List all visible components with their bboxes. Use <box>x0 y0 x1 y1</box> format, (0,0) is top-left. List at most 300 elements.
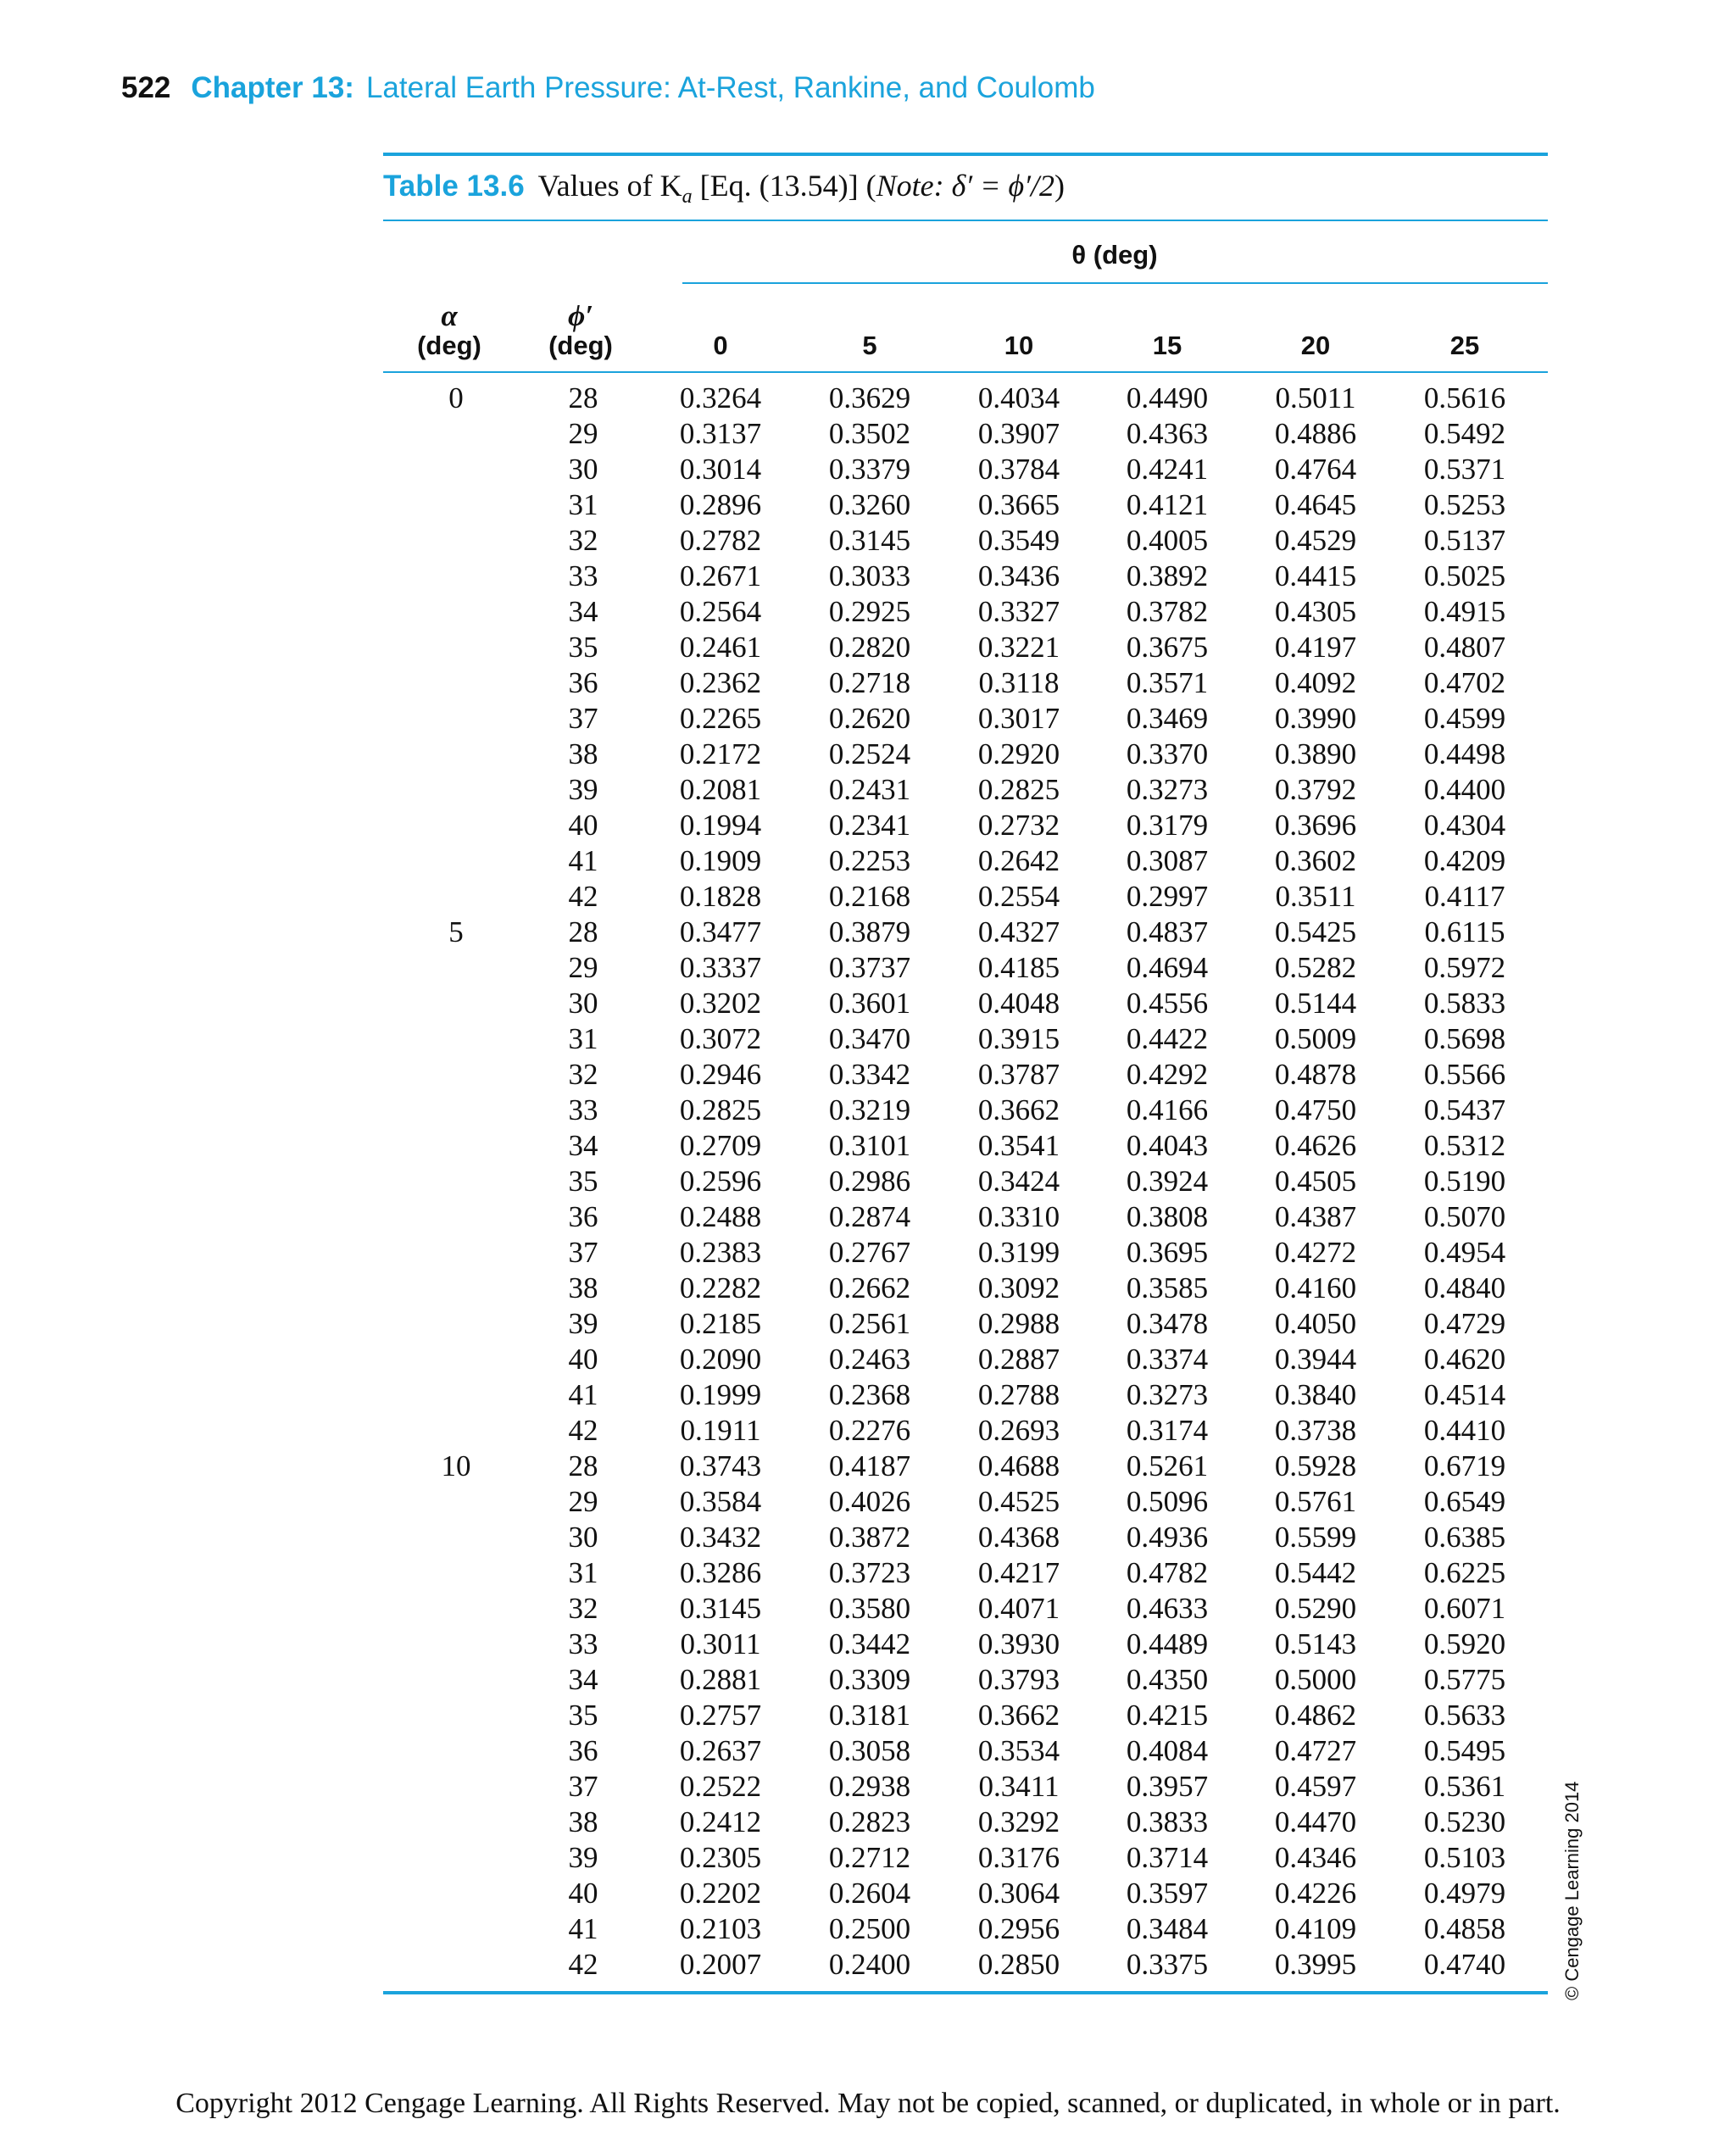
table-row <box>383 1662 1548 1698</box>
ka-value-cell: 0.2920 <box>977 737 1060 770</box>
ka-value-cell: 0.4050 <box>1274 1307 1357 1340</box>
side-credit: © Cengage Learning 2014 <box>1561 1781 1583 2000</box>
theta-column-header: 15 <box>1152 331 1182 360</box>
ka-value-cell: 0.3696 <box>1274 809 1357 842</box>
table-row <box>383 1377 1548 1413</box>
table-row <box>383 1235 1548 1271</box>
ka-value-cell: 0.2662 <box>828 1271 911 1304</box>
ka-value-cell: 0.2881 <box>679 1663 762 1696</box>
ka-value-cell: 0.2709 <box>679 1129 762 1162</box>
table-row <box>383 915 1548 950</box>
ka-value-cell: 0.1999 <box>679 1378 762 1411</box>
ka-value-cell: 0.4092 <box>1274 666 1357 699</box>
ka-value-cell: 0.4645 <box>1274 488 1357 521</box>
ka-value-cell: 0.3602 <box>1274 844 1357 877</box>
ka-value-cell: 0.5137 <box>1423 524 1506 557</box>
phi-cell: 32 <box>568 1592 598 1625</box>
phi-cell: 35 <box>568 631 598 664</box>
ka-value-cell: 0.3375 <box>1126 1948 1209 1981</box>
ka-value-cell: 0.3424 <box>977 1165 1060 1198</box>
ka-value-cell: 0.3374 <box>1126 1343 1209 1376</box>
ka-value-cell: 0.2461 <box>679 631 762 664</box>
ka-value-cell: 0.2007 <box>679 1948 762 1981</box>
ka-value-cell: 0.2524 <box>828 737 911 770</box>
table-row <box>383 701 1548 737</box>
ka-value-cell: 0.2988 <box>977 1307 1060 1340</box>
ka-value-cell: 0.3930 <box>977 1627 1060 1660</box>
table-row <box>383 737 1548 772</box>
phi-cell: 34 <box>568 1663 598 1696</box>
ka-value-cell: 0.5442 <box>1274 1556 1357 1589</box>
caption-rule <box>383 220 1548 221</box>
ka-value-cell: 0.5009 <box>1274 1022 1357 1055</box>
phi-cell: 29 <box>568 951 598 984</box>
ka-value-cell: 0.2500 <box>828 1912 911 1945</box>
ka-value-cell: 0.2368 <box>828 1378 911 1411</box>
phi-symbol: ϕ′ <box>567 299 594 332</box>
phi-cell: 37 <box>568 1236 598 1269</box>
ka-value-cell: 0.4782 <box>1126 1556 1209 1589</box>
ka-value-cell: 0.3014 <box>679 453 762 486</box>
ka-value-cell: 0.5253 <box>1423 488 1506 521</box>
caption-subscript: a <box>682 186 693 209</box>
phi-cell: 38 <box>568 1271 598 1304</box>
table-caption <box>383 168 1065 209</box>
ka-value-cell: 0.5492 <box>1423 417 1506 450</box>
ka-value-cell: 0.4597 <box>1274 1770 1357 1803</box>
ka-value-cell: 0.2081 <box>679 773 762 806</box>
ka-value-cell: 0.6385 <box>1423 1521 1506 1554</box>
phi-cell: 36 <box>568 1200 598 1233</box>
ka-value-cell: 0.4525 <box>977 1485 1060 1518</box>
copyright-footer: Copyright 2012 Cengage Learning. All Rights Reserved. May not be copied, scanned, or duplicated, in whole or in part. <box>175 2088 1561 2119</box>
table-row <box>383 1057 1548 1093</box>
ka-value-cell: 0.3879 <box>828 915 911 948</box>
ka-value-cell: 0.3907 <box>977 417 1060 450</box>
ka-value-cell: 0.5312 <box>1423 1129 1506 1162</box>
ka-value-cell: 0.2732 <box>977 809 1060 842</box>
ka-value-cell: 0.3597 <box>1126 1877 1209 1910</box>
ka-value-cell: 0.5371 <box>1423 453 1506 486</box>
ka-value-cell: 0.4727 <box>1274 1734 1357 1767</box>
chapter-label: Chapter 13: <box>191 71 354 104</box>
ka-value-cell: 0.2820 <box>828 631 911 664</box>
phi-cell: 28 <box>568 1449 598 1482</box>
ka-value-cell: 0.5290 <box>1274 1592 1357 1625</box>
ka-value-cell: 0.3833 <box>1126 1805 1209 1838</box>
ka-value-cell: 0.2997 <box>1126 880 1209 913</box>
ka-value-cell: 0.4807 <box>1423 631 1506 664</box>
ka-value-cell: 0.4979 <box>1423 1877 1506 1910</box>
ka-value-cell: 0.4764 <box>1274 453 1357 486</box>
ka-value-cell: 0.4514 <box>1423 1378 1506 1411</box>
ka-value-cell: 0.4840 <box>1423 1271 1506 1304</box>
ka-value-cell: 0.2850 <box>977 1948 1060 1981</box>
ka-value-cell: 0.3309 <box>828 1663 911 1696</box>
ka-value-cell: 0.2305 <box>679 1841 762 1874</box>
phi-cell: 37 <box>568 1770 598 1803</box>
phi-cell: 42 <box>568 1948 598 1981</box>
ka-value-cell: 0.3924 <box>1126 1165 1209 1198</box>
ka-value-cell: 0.5616 <box>1423 381 1506 414</box>
ka-value-cell: 0.3072 <box>679 1022 762 1055</box>
ka-value-cell: 0.3675 <box>1126 631 1209 664</box>
ka-value-cell: 0.3787 <box>977 1058 1060 1091</box>
phi-cell: 31 <box>568 488 598 521</box>
table-row <box>383 1413 1548 1449</box>
ka-value-cell: 0.4415 <box>1274 559 1357 592</box>
ka-value-cell: 0.1994 <box>679 809 762 842</box>
ka-value-cell: 0.3337 <box>679 951 762 984</box>
ka-value-cell: 0.2090 <box>679 1343 762 1376</box>
ka-value-cell: 0.2986 <box>828 1165 911 1198</box>
ka-value-cell: 0.6225 <box>1423 1556 1506 1589</box>
phi-cell: 42 <box>568 880 598 913</box>
ka-value-cell: 0.5282 <box>1274 951 1357 984</box>
ka-value-cell: 0.3286 <box>679 1556 762 1589</box>
phi-cell: 38 <box>568 1805 598 1838</box>
ka-value-cell: 0.2693 <box>977 1414 1060 1447</box>
ka-value-cell: 0.3662 <box>977 1093 1060 1126</box>
phi-cell: 32 <box>568 524 598 557</box>
ka-value-cell: 0.2718 <box>828 666 911 699</box>
ka-value-cell: 0.3484 <box>1126 1912 1209 1945</box>
ka-value-cell: 0.3793 <box>977 1663 1060 1696</box>
ka-value-cell: 0.3137 <box>679 417 762 450</box>
ka-value-cell: 0.2431 <box>828 773 911 806</box>
ka-value-cell: 0.2383 <box>679 1236 762 1269</box>
ka-value-cell: 0.2341 <box>828 809 911 842</box>
phi-cell: 29 <box>568 1485 598 1518</box>
table-row <box>383 1591 1548 1627</box>
table-row <box>383 594 1548 630</box>
theta-column-header: 10 <box>1004 331 1034 360</box>
phi-cell: 30 <box>568 1521 598 1554</box>
ka-value-cell: 0.4185 <box>977 951 1060 984</box>
ka-value-cell: 0.4387 <box>1274 1200 1357 1233</box>
ka-value-cell: 0.3469 <box>1126 702 1209 735</box>
ka-value-cell: 0.2172 <box>679 737 762 770</box>
table-row <box>383 1342 1548 1377</box>
table-label: Table 13.6 <box>383 170 525 203</box>
ka-value-cell: 0.3784 <box>977 453 1060 486</box>
ka-value-cell: 0.2604 <box>828 1877 911 1910</box>
ka-value-cell: 0.2564 <box>679 595 762 628</box>
phi-cell: 41 <box>568 844 598 877</box>
ka-value-cell: 0.4043 <box>1126 1129 1209 1162</box>
ka-value-cell: 0.5011 <box>1275 381 1356 414</box>
phi-cell: 29 <box>568 417 598 450</box>
ka-value-cell: 0.2823 <box>828 1805 911 1838</box>
ka-value-cell: 0.4694 <box>1126 951 1209 984</box>
table-row <box>383 879 1548 915</box>
ka-value-cell: 0.4350 <box>1126 1663 1209 1696</box>
table-row <box>383 1911 1548 1947</box>
phi-cell: 39 <box>568 1841 598 1874</box>
ka-value-cell: 0.3058 <box>828 1734 911 1767</box>
ka-value-cell: 0.6549 <box>1423 1485 1506 1518</box>
table-row <box>383 1271 1548 1306</box>
ka-value-cell: 0.3944 <box>1274 1343 1357 1376</box>
phi-cell: 35 <box>568 1699 598 1732</box>
ka-value-cell: 0.3101 <box>828 1129 911 1162</box>
ka-value-cell: 0.4489 <box>1126 1627 1209 1660</box>
ka-value-cell: 0.3502 <box>828 417 911 450</box>
ka-value-cell: 0.4626 <box>1274 1129 1357 1162</box>
ka-value-cell: 0.4166 <box>1126 1093 1209 1126</box>
phi-cell: 39 <box>568 1307 598 1340</box>
ka-value-cell: 0.2463 <box>828 1343 911 1376</box>
table-row <box>383 1093 1548 1128</box>
ka-value-cell: 0.4304 <box>1423 809 1506 842</box>
ka-value-cell: 0.4470 <box>1274 1805 1357 1838</box>
ka-value-cell: 0.4346 <box>1274 1841 1357 1874</box>
ka-value-cell: 0.3176 <box>977 1841 1060 1874</box>
ka-value-cell: 0.3665 <box>977 488 1060 521</box>
phi-cell: 35 <box>568 1165 598 1198</box>
ka-value-cell: 0.2946 <box>679 1058 762 1091</box>
ka-value-cell: 0.3145 <box>679 1592 762 1625</box>
ka-value-cell: 0.3179 <box>1126 809 1209 842</box>
theta-column-header: 0 <box>713 331 728 360</box>
ka-value-cell: 0.3033 <box>828 559 911 592</box>
ka-value-cell: 0.5425 <box>1274 915 1357 948</box>
ka-value-cell: 0.5928 <box>1274 1449 1357 1482</box>
table-row <box>383 523 1548 559</box>
ka-value-cell: 0.2956 <box>977 1912 1060 1945</box>
table-row <box>383 843 1548 879</box>
ka-value-cell: 0.4363 <box>1126 417 1209 450</box>
ka-value-cell: 0.3064 <box>977 1877 1060 1910</box>
ka-value-cell: 0.5495 <box>1423 1734 1506 1767</box>
ka-value-cell: 0.2712 <box>828 1841 911 1874</box>
phi-cell: 34 <box>568 1129 598 1162</box>
ka-value-cell: 0.3872 <box>828 1521 911 1554</box>
table-row <box>383 1733 1548 1769</box>
ka-value-cell: 0.4272 <box>1274 1236 1357 1269</box>
ka-value-cell: 0.2412 <box>679 1805 762 1838</box>
ka-value-cell: 0.4241 <box>1126 453 1209 486</box>
ka-value-cell: 0.4954 <box>1423 1236 1506 1269</box>
phi-cell: 40 <box>568 1343 598 1376</box>
ka-value-cell: 0.3840 <box>1274 1378 1357 1411</box>
ka-value-cell: 0.4556 <box>1126 987 1209 1020</box>
ka-value-cell: 0.3011 <box>680 1627 761 1660</box>
ka-value-cell: 0.1911 <box>680 1414 761 1447</box>
ka-value-cell: 0.2671 <box>679 559 762 592</box>
ka-value-cell: 0.4368 <box>977 1521 1060 1554</box>
ka-value-cell: 0.3292 <box>977 1805 1060 1838</box>
table-row <box>383 986 1548 1021</box>
table-row <box>383 1128 1548 1164</box>
table-row <box>383 1769 1548 1805</box>
phi-cell: 31 <box>568 1556 598 1589</box>
ka-value-cell: 0.3549 <box>977 524 1060 557</box>
ka-value-cell: 0.4422 <box>1126 1022 1209 1055</box>
ka-value-cell: 0.2620 <box>828 702 911 735</box>
ka-value-cell: 0.4688 <box>977 1449 1060 1482</box>
ka-value-cell: 0.4197 <box>1274 631 1357 664</box>
phi-cell: 30 <box>568 453 598 486</box>
ka-value-cell: 0.3737 <box>828 951 911 984</box>
table-row <box>383 772 1548 808</box>
ka-value-cell: 0.5698 <box>1423 1022 1506 1055</box>
ka-value-cell: 0.1828 <box>679 880 762 913</box>
phi-cell: 37 <box>568 702 598 735</box>
ka-value-cell: 0.3145 <box>828 524 911 557</box>
ka-value-cell: 0.4498 <box>1423 737 1506 770</box>
ka-value-cell: 0.2896 <box>679 488 762 521</box>
theta-column-header: 5 <box>862 331 877 360</box>
ka-value-cell: 0.2767 <box>828 1236 911 1269</box>
ka-value-cell: 0.2938 <box>828 1770 911 1803</box>
table-body <box>383 381 1548 1983</box>
ka-value-cell: 0.2522 <box>679 1770 762 1803</box>
ka-value-cell: 0.3892 <box>1126 559 1209 592</box>
phi-cell: 36 <box>568 666 598 699</box>
ka-value-cell: 0.2596 <box>679 1165 762 1198</box>
ka-value-cell: 0.4936 <box>1126 1521 1209 1554</box>
ka-value-cell: 0.2561 <box>828 1307 911 1340</box>
phi-cell: 31 <box>568 1022 598 1055</box>
ka-value-cell: 0.3957 <box>1126 1770 1209 1803</box>
table-row <box>383 1520 1548 1555</box>
ka-value-cell: 0.5190 <box>1423 1165 1506 1198</box>
ka-value-cell: 0.4292 <box>1126 1058 1209 1091</box>
ka-value-cell: 0.4633 <box>1126 1592 1209 1625</box>
ka-value-cell: 0.4034 <box>977 381 1060 414</box>
phi-cell: 34 <box>568 595 598 628</box>
ka-value-cell: 0.3995 <box>1274 1948 1357 1981</box>
phi-cell: 33 <box>568 559 598 592</box>
alpha-symbol: α <box>441 299 458 332</box>
table-row <box>383 381 1548 416</box>
ka-value-cell: 0.3264 <box>679 381 762 414</box>
ka-value-cell: 0.3181 <box>828 1699 911 1732</box>
table-row <box>383 1698 1548 1733</box>
ka-value-cell: 0.2265 <box>679 702 762 735</box>
ka-value-cell: 0.3601 <box>828 987 911 1020</box>
ka-value-cell: 0.4837 <box>1126 915 1209 948</box>
ka-value-cell: 0.3629 <box>828 381 911 414</box>
ka-value-cell: 0.4599 <box>1423 702 1506 735</box>
ka-value-cell: 0.2168 <box>828 880 911 913</box>
ka-value-cell: 0.4226 <box>1274 1877 1357 1910</box>
ka-value-cell: 0.6071 <box>1423 1592 1506 1625</box>
ka-value-cell: 0.3662 <box>977 1699 1060 1732</box>
ka-value-cell: 0.2782 <box>679 524 762 557</box>
table-row <box>383 1021 1548 1057</box>
caption-note-word: Note: <box>876 169 944 203</box>
ka-value-cell: 0.5230 <box>1423 1805 1506 1838</box>
ka-value-cell: 0.5143 <box>1274 1627 1357 1660</box>
table-row <box>383 1484 1548 1520</box>
ka-value-cell: 0.4862 <box>1274 1699 1357 1732</box>
table-row <box>383 416 1548 452</box>
ka-value-cell: 0.3260 <box>828 488 911 521</box>
ka-value-cell: 0.3379 <box>828 453 911 486</box>
phi-cell: 40 <box>568 1877 598 1910</box>
ka-value-cell: 0.4084 <box>1126 1734 1209 1767</box>
ka-value-cell: 0.4048 <box>977 987 1060 1020</box>
ka-value-cell: 0.3541 <box>977 1129 1060 1162</box>
table-row <box>383 1627 1548 1662</box>
table-row <box>383 1805 1548 1840</box>
ka-value-cell: 0.3199 <box>977 1236 1060 1269</box>
ka-value-cell: 0.4740 <box>1423 1948 1506 1981</box>
ka-value-cell: 0.2400 <box>828 1948 911 1981</box>
ka-value-cell: 0.4858 <box>1423 1912 1506 1945</box>
ka-value-cell: 0.4215 <box>1126 1699 1209 1732</box>
table-top-rule <box>383 153 1548 156</box>
ka-value-cell: 0.6719 <box>1423 1449 1506 1482</box>
ka-value-cell: 0.2282 <box>679 1271 762 1304</box>
ka-value-cell: 0.3310 <box>977 1200 1060 1233</box>
ka-value-cell: 0.4121 <box>1126 488 1209 521</box>
table-row <box>383 1306 1548 1342</box>
ka-value-cell: 0.3511 <box>1275 880 1356 913</box>
ka-value-cell: 0.3202 <box>679 987 762 1020</box>
table-row <box>383 1555 1548 1591</box>
ka-value-cell: 0.3782 <box>1126 595 1209 628</box>
phi-cell: 33 <box>568 1093 598 1126</box>
table-row <box>383 559 1548 594</box>
ka-value-cell: 0.4620 <box>1423 1343 1506 1376</box>
ka-value-cell: 0.3221 <box>977 631 1060 664</box>
ka-value-cell: 0.2103 <box>679 1912 762 1945</box>
ka-value-cell: 0.2825 <box>679 1093 762 1126</box>
chapter-title: Lateral Earth Pressure: At-Rest, Rankine, and Coulomb <box>365 71 1095 104</box>
ka-value-cell: 0.4505 <box>1274 1165 1357 1198</box>
phi-cell: 36 <box>568 1734 598 1767</box>
ka-value-cell: 0.4878 <box>1274 1058 1357 1091</box>
ka-value-cell: 0.5775 <box>1423 1663 1506 1696</box>
ka-value-cell: 0.2253 <box>828 844 911 877</box>
ka-value-cell: 0.5361 <box>1423 1770 1506 1803</box>
ka-value-cell: 0.3915 <box>977 1022 1060 1055</box>
table-bottom-rule <box>383 1991 1548 1994</box>
header-bottom-rule <box>383 371 1548 373</box>
ka-value-cell: 0.2887 <box>977 1343 1060 1376</box>
ka-value-cell: 0.2202 <box>679 1877 762 1910</box>
ka-value-cell: 0.4702 <box>1423 666 1506 699</box>
ka-value-cell: 0.3327 <box>977 595 1060 628</box>
ka-value-cell: 0.5144 <box>1274 987 1357 1020</box>
alpha-cell: 5 <box>448 915 464 948</box>
ka-value-cell: 0.5972 <box>1423 951 1506 984</box>
ka-value-cell: 0.4886 <box>1274 417 1357 450</box>
ka-value-cell: 0.5761 <box>1274 1485 1357 1518</box>
ka-value-cell: 0.2185 <box>679 1307 762 1340</box>
ka-value-cell: 0.5633 <box>1423 1699 1506 1732</box>
theta-column-header: 20 <box>1300 331 1331 360</box>
ka-value-cell: 0.3219 <box>828 1093 911 1126</box>
ka-value-cell: 0.3411 <box>978 1770 1060 1803</box>
ka-value-cell: 0.2637 <box>679 1734 762 1767</box>
ka-value-cell: 0.6115 <box>1424 915 1505 948</box>
ka-value-cell: 0.4109 <box>1274 1912 1357 1945</box>
ka-value-cell: 0.5103 <box>1423 1841 1506 1874</box>
ka-value-cell: 0.2362 <box>679 666 762 699</box>
ka-value-cell: 0.4117 <box>1424 880 1505 913</box>
page-number: 522 <box>121 71 171 104</box>
phi-cell: 41 <box>568 1378 598 1411</box>
table-row <box>383 665 1548 701</box>
table-row <box>383 1840 1548 1876</box>
phi-cell: 41 <box>568 1912 598 1945</box>
ka-value-cell: 0.3738 <box>1274 1414 1357 1447</box>
alpha-unit: (deg) <box>417 331 481 360</box>
